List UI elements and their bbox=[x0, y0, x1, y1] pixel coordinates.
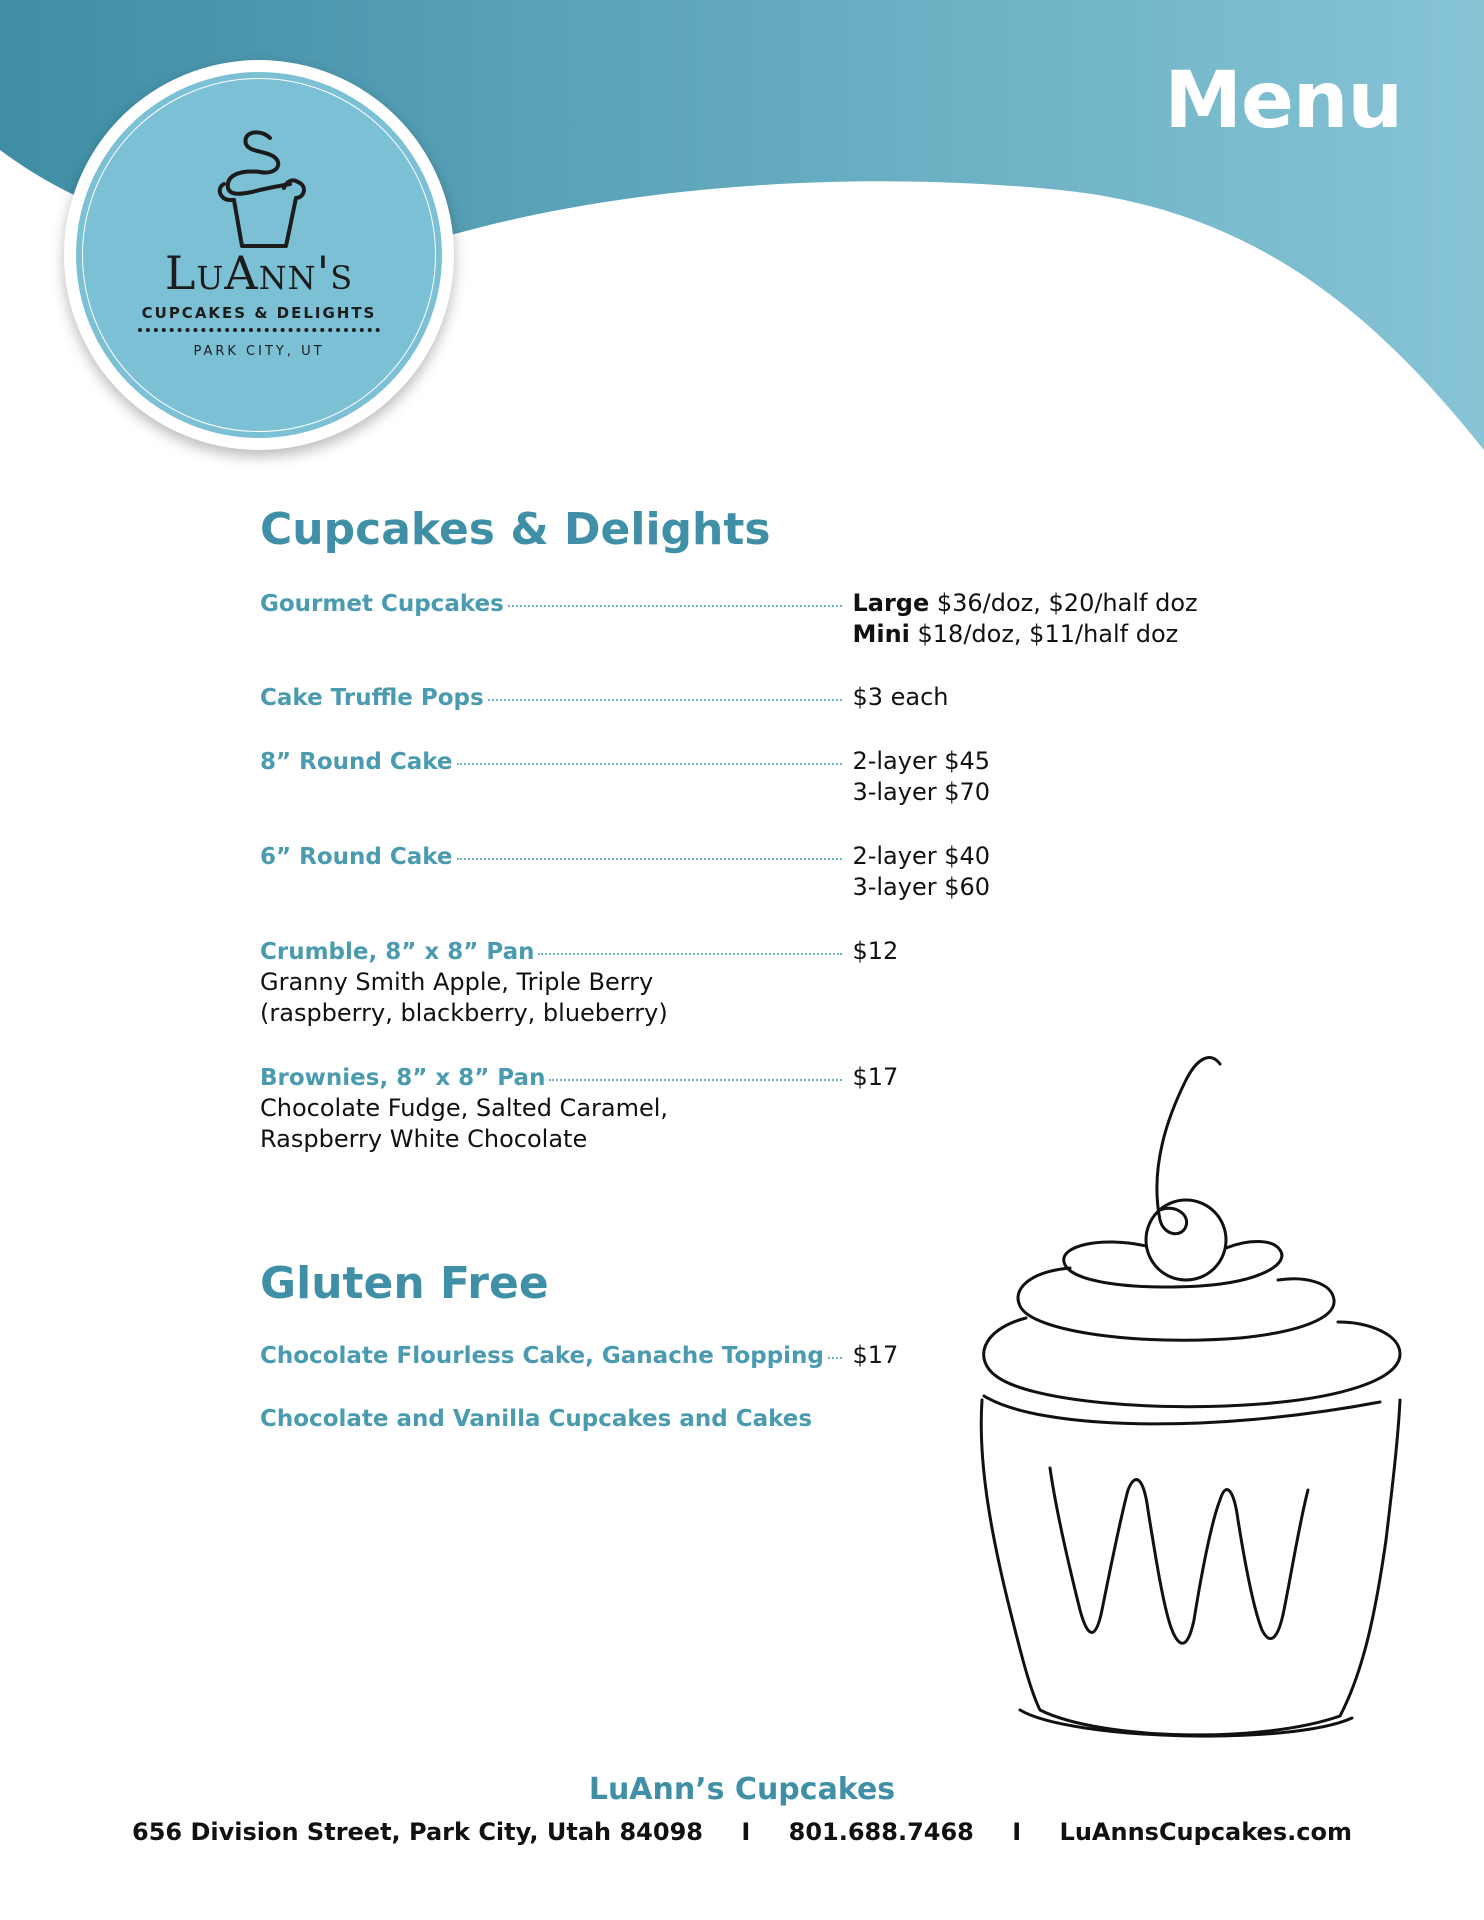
menu-item-6-round-cake bbox=[260, 841, 1260, 903]
leader-dots bbox=[538, 952, 842, 955]
item-price: Large $36/doz, $20/half doz Mini $18/doz, $11/half doz bbox=[852, 589, 1198, 648]
item-description: Granny Smith Apple, Triple Berry (raspberry, blackberry, blueberry) bbox=[260, 968, 668, 1027]
menu-item-8-round-cake bbox=[260, 746, 1260, 808]
logo-subtitle: CUPCAKES & DELIGHTS bbox=[141, 304, 377, 322]
item-name: Chocolate and Vanilla Cupcakes and Cakes bbox=[260, 1406, 813, 1432]
logo bbox=[64, 60, 454, 450]
leader-dots bbox=[457, 762, 843, 765]
item-name: 8” Round Cake bbox=[260, 749, 453, 775]
leader-dots bbox=[549, 1078, 842, 1081]
menu-item-crumble bbox=[260, 936, 1260, 1029]
item-name: 6” Round Cake bbox=[260, 844, 453, 870]
item-price: 2-layer $45 3-layer $70 bbox=[852, 747, 991, 806]
logo-name: LuAnn's bbox=[164, 246, 354, 300]
footer-phone: 801.688.7468 bbox=[788, 1818, 974, 1846]
item-description: Chocolate Fudge, Salted Caramel, Raspberry White Chocolate bbox=[260, 1094, 669, 1153]
item-name: Gourmet Cupcakes bbox=[260, 591, 504, 617]
section-title-cupcakes: Cupcakes & Delights bbox=[260, 504, 771, 555]
footer-address: 656 Division Street, Park City, Utah 84098 bbox=[132, 1818, 703, 1846]
leader-dots bbox=[457, 857, 843, 860]
item-name: Crumble, 8” x 8” Pan bbox=[260, 939, 535, 965]
leader-dots bbox=[508, 604, 843, 607]
leader-dots bbox=[488, 698, 843, 701]
cupcake-logo-icon bbox=[212, 124, 312, 254]
item-price: $3 each bbox=[852, 683, 949, 711]
section-title-gluten-free: Gluten Free bbox=[260, 1258, 549, 1309]
item-price: $17 bbox=[852, 1063, 899, 1091]
item-price: $17 bbox=[852, 1341, 899, 1369]
logo-city: PARK CITY, UT bbox=[193, 344, 325, 359]
footer-business-name: LuAnn’s Cupcakes bbox=[588, 1772, 896, 1807]
leader-dots bbox=[828, 1356, 843, 1359]
item-price: $12 bbox=[852, 937, 899, 965]
cupcake-line-art-icon bbox=[960, 1050, 1420, 1750]
footer-contact bbox=[0, 1818, 1484, 1846]
page-title: Menu bbox=[1164, 56, 1402, 146]
item-name: Brownies, 8” x 8” Pan bbox=[260, 1065, 546, 1091]
menu-item-cake-truffle-pops bbox=[260, 682, 1260, 713]
item-name: Chocolate Flourless Cake, Ganache Topping bbox=[260, 1343, 824, 1369]
footer-separator: I bbox=[741, 1818, 751, 1846]
item-name: Cake Truffle Pops bbox=[260, 685, 484, 711]
footer-separator: I bbox=[1012, 1818, 1022, 1846]
item-price: 2-layer $40 3-layer $60 bbox=[852, 842, 991, 901]
logo-divider bbox=[138, 328, 380, 332]
footer-website: LuAnnsCupcakes.com bbox=[1059, 1818, 1352, 1846]
menu-item-gourmet-cupcakes bbox=[260, 588, 1260, 650]
